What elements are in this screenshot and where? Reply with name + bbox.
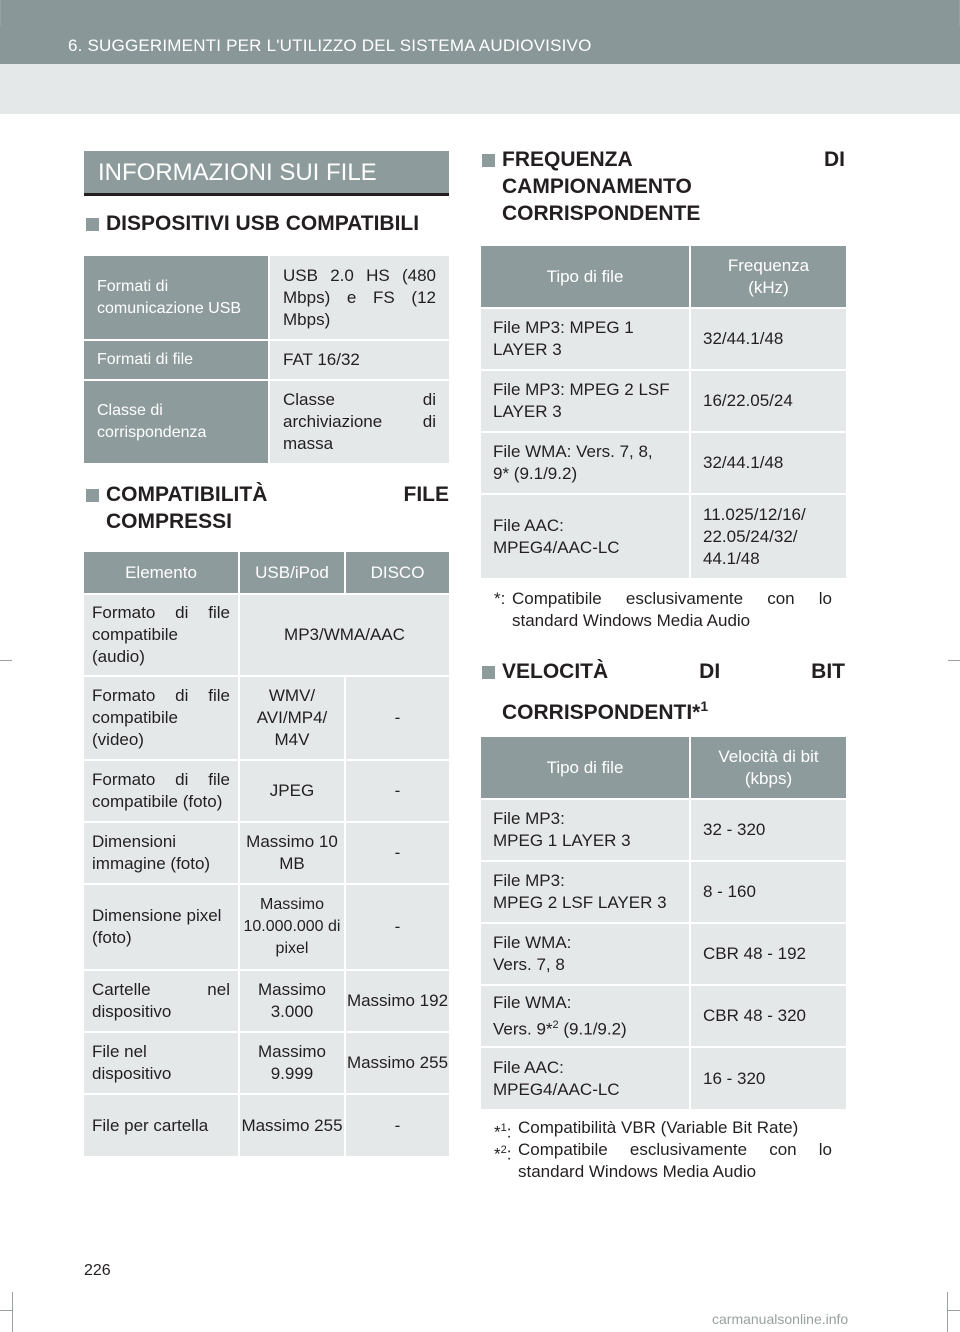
compat-heading-line2: COMPRESSI (106, 510, 233, 533)
header-band (0, 0, 960, 64)
compat-disc-value: - (345, 884, 449, 970)
table-row (84, 760, 449, 822)
bullet-square-icon (86, 218, 99, 231)
table-row (84, 256, 449, 340)
table-row (84, 1094, 449, 1156)
table-header-row (481, 737, 846, 799)
compat-item: File nel dispositivo (84, 1032, 239, 1094)
usb-label: Formati di comunicazione USB (84, 256, 269, 340)
table-row (481, 799, 846, 861)
freq-value: 11.025/12/16/ 22.05/24/32/ 44.1/48 (690, 494, 846, 578)
compat-usb-value: Massimo 3.000 (239, 970, 345, 1032)
footnote-text: Compatibile esclusivamente con lo standard Windows Media Audio (518, 1140, 832, 1181)
compat-item: Formato di file compatibile (foto) (84, 760, 239, 822)
freq-footnote (494, 588, 832, 632)
bullet-square-icon (482, 154, 495, 167)
compat-disc-value: Massimo 255 (345, 1032, 449, 1094)
type-line-tail: (9.1/9.2) (558, 1019, 627, 1039)
crop-mark (947, 1292, 948, 1332)
type-line: File WMA: (493, 933, 572, 952)
heading-superscript: 1 (700, 698, 709, 714)
section-title: INFORMAZIONI SUI FILE (98, 159, 377, 186)
type-line: Vers. 7, 8 (493, 955, 565, 974)
compat-item: Dimensioni immagine (foto) (84, 822, 239, 884)
compat-usb-value: Massimo 10 MB (239, 822, 345, 884)
bitrate-value: 8 - 160 (690, 861, 846, 923)
type-line: MPEG4/AAC-LC (493, 1079, 620, 1099)
table-row (481, 985, 846, 1047)
table-row (481, 923, 846, 985)
compat-item: Formato di file compatibile (video) (84, 676, 239, 760)
bitrate-value: CBR 48 - 192 (690, 923, 846, 985)
table-header-row (84, 552, 449, 594)
freq-heading (482, 146, 845, 228)
freq-heading-line1: FREQUENZA DI (502, 148, 845, 171)
compat-item: File per cartella (84, 1094, 239, 1156)
table-row (84, 594, 449, 676)
footnote-mark: * (494, 1122, 501, 1142)
table-row (84, 822, 449, 884)
bitrate-value: 32 - 320 (690, 799, 846, 861)
table-row (84, 970, 449, 1032)
bitrate-type (481, 861, 690, 923)
usb-value: Classe di archiviazione di massa (269, 380, 449, 464)
footnote-superscript: 1 (500, 1122, 507, 1134)
bitrate-heading-line1: VELOCITÀ DI BIT (502, 660, 845, 683)
compat-usb-value: Massimo 10.000.000 di pixel (239, 884, 345, 970)
compat-item: Dimensione pixel (foto) (84, 884, 239, 970)
table-row (481, 308, 846, 370)
freq-heading-line2: CAMPIONAMENTO (502, 175, 692, 198)
footnote-text: Compatibilità VBR (Variable Bit Rate) (518, 1118, 799, 1137)
table-row (481, 370, 846, 432)
usb-table (84, 256, 449, 465)
compat-item: Cartelle nel dispositivo (84, 970, 239, 1032)
compat-usb-value: Massimo 255 (239, 1094, 345, 1156)
type-line: Vers. 9* (493, 1019, 553, 1039)
compat-usb-value: Massimo 9.999 (239, 1032, 345, 1094)
bitrate-table (481, 737, 846, 1109)
header-subband (0, 64, 960, 114)
compat-disc-value: - (345, 1094, 449, 1156)
table-row (84, 1032, 449, 1094)
compat-disc-value: - (345, 760, 449, 822)
type-line: MPEG 2 LSF LAYER 3 (493, 893, 667, 912)
compat-usb-value: WMV/ AVI/MP4/ M4V (239, 676, 345, 760)
table-row (481, 861, 846, 923)
footnote-1: *$^1$: Compatibilità VBR (Variable Bit Rate) (494, 1117, 832, 1139)
freq-heading-line3: CORRISPONDENTE (502, 202, 701, 225)
bitrate-type (481, 1047, 690, 1109)
table-row (84, 340, 449, 380)
column-header: Tipo di file (481, 246, 690, 308)
table-row (481, 432, 846, 494)
watermark: carmanualsonline.info (712, 1311, 849, 1327)
usb-label: Classe di corrispondenza (84, 380, 269, 464)
type-line: File WMA: (493, 992, 572, 1012)
section-title-box (84, 151, 449, 196)
column-header: Velocità di bit (kbps) (690, 737, 846, 799)
compat-item: Formato di file compatibile (audio) (84, 594, 239, 676)
bitrate-type (481, 985, 690, 1047)
type-line: MPEG 1 LAYER 3 (493, 831, 631, 850)
chapter-title: 6. SUGGERIMENTI PER L'UTILIZZO DEL SISTEMA AUDIOVISIVO (68, 36, 592, 55)
column-header: DISCO (345, 552, 449, 594)
footnote-mark: *: (494, 589, 506, 608)
compat-merged-value: MP3/WMA/AAC (239, 594, 449, 676)
bullet-square-icon (86, 489, 99, 502)
bitrate-type (481, 923, 690, 985)
compat-heading (86, 481, 449, 537)
type-line: File MP3: (493, 871, 565, 890)
freq-value: 32/44.1/48 (690, 308, 846, 370)
bitrate-heading-line2: CORRISPONDENTI* (502, 701, 701, 724)
bullet-square-icon (482, 666, 495, 679)
crop-mark (948, 1310, 960, 1311)
freq-table (481, 246, 846, 578)
compat-disc-value: - (345, 822, 449, 884)
freq-value: 32/44.1/48 (690, 432, 846, 494)
footnote-2: *$^2$: Compatibile esclusivamente con lo standard Windows Media Audio (494, 1140, 832, 1181)
bitrate-heading (482, 658, 845, 724)
table-row (481, 494, 846, 578)
footnote-text: Compatibile esclusivamente con lo standard Windows Media Audio (512, 589, 832, 630)
type-line: File AAC: (493, 1057, 564, 1077)
column-header: USB/iPod (239, 552, 345, 594)
table-row (481, 1047, 846, 1109)
compat-disc-value: Massimo 192 (345, 970, 449, 1032)
crop-mark (0, 1310, 12, 1311)
type-line: File MP3: (493, 809, 565, 828)
table-row (84, 884, 449, 970)
crop-mark (0, 0, 1, 26)
table-header-row (481, 246, 846, 308)
freq-type: File WMA: Vers. 7, 8, 9* (9.1/9.2) (481, 432, 690, 494)
crop-mark (12, 1292, 13, 1332)
page-number: 226 (84, 1262, 111, 1279)
bitrate-value: 16 - 320 (690, 1047, 846, 1109)
column-header: Elemento (84, 552, 239, 594)
usb-value: USB 2.0 HS (480 Mbps) e FS (12 Mbps) (269, 256, 449, 340)
freq-type: File MP3: MPEG 2 LSF LAYER 3 (481, 370, 690, 432)
compat-usb-value: JPEG (239, 760, 345, 822)
column-header: Tipo di file (481, 737, 690, 799)
column-header: Frequenza (kHz) (690, 246, 846, 308)
table-row (84, 676, 449, 760)
crop-mark (0, 660, 12, 661)
compat-disc-value: - (345, 676, 449, 760)
compat-table (84, 552, 449, 1156)
usb-heading-text: DISPOSITIVI USB COMPATIBILI (106, 212, 420, 235)
bitrate-type (481, 799, 690, 861)
bitrate-value: CBR 48 - 320 (690, 985, 846, 1047)
freq-type: File AAC: MPEG4/AAC-LC (481, 494, 690, 578)
footnote-mark: * (494, 1144, 501, 1164)
crop-mark (948, 660, 960, 661)
usb-label: Formati di file (84, 340, 269, 380)
freq-value: 16/22.05/24 (690, 370, 846, 432)
usb-value: FAT 16/32 (269, 340, 449, 380)
freq-type: File MP3: MPEG 1 LAYER 3 (481, 308, 690, 370)
bitrate-footnotes (494, 1117, 832, 1183)
table-row (84, 380, 449, 464)
compat-heading-line1: COMPATIBILITÀ FILE (106, 483, 449, 506)
type-superscript: 2 (552, 1018, 559, 1031)
footnote-superscript: 2 (500, 1144, 507, 1156)
